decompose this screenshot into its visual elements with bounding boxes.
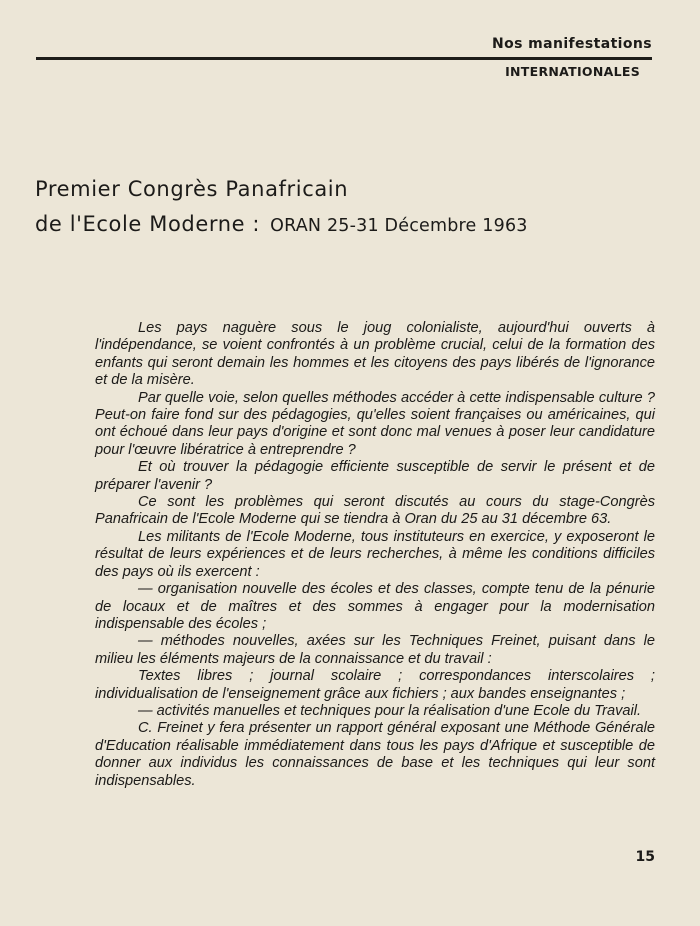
header-rule: [36, 57, 652, 60]
title-line-1: Premier Congrès Panafricain: [35, 177, 349, 201]
paragraph: — méthodes nouvelles, axées sur les Techniques Freinet, puisant dans le milieu les éléments majeurs de la connaissance et du travail :: [95, 633, 655, 667]
paragraph: Par quelle voie, selon quelles méthodes accéder à cette indispensable culture ? Peut-on faire fond sur des pédagogies, qu'elles soient françaises ou américaines, qui ont échoué dans leur pays d'origine et sont donc mal venues à poser leur candidature pour l'œuvre libératrice à entreprendre ?: [95, 389, 655, 458]
paragraph: — organisation nouvelle des écoles et des classes, compte tenu de la pénurie de locaux et de maîtres et des sommes à engager pour la modernisation indispensable des écoles ;: [95, 581, 655, 632]
article-title: [35, 172, 528, 244]
paragraph: Les pays naguère sous le joug colonialiste, aujourd'hui ouverts à l'indépendance, se voient confrontés à un problème crucial, celui de la formation des enfants qui seront demain les hommes et les citoyens des pays libérés de l'ignorance et de la misère.: [95, 320, 655, 389]
section-header: Nos manifestations: [491, 36, 652, 52]
article-body: [95, 320, 655, 790]
paragraph: Ce sont les problèmes qui seront discutés au cours du stage-Congrès Panafricain de l'Ecole Moderne qui se tiendra à Oran du 25 au 31 décembre 63.: [95, 494, 655, 528]
title-line-2: de l'Ecole Moderne :: [35, 212, 261, 236]
paragraph: Textes libres ; journal scolaire ; correspondances interscolaires ; individualisation de l'enseignement grâce aux fichiers ; aux bandes enseignantes ;: [95, 668, 655, 702]
paragraph: C. Freinet y fera présenter un rapport général exposant une Méthode Générale d'Education réalisable immédiatement dans tous les pays d'Afrique et susceptible de donner aux individus les connaissances de base et les techniques qui leur sont indispensables.: [95, 720, 655, 789]
section-subheader: INTERNATIONALES: [505, 64, 640, 79]
paragraph: Les militants de l'Ecole Moderne, tous instituteurs en exercice, y exposeront le résultat de leurs expériences et de leurs recherches, à même les conditions difficiles des pays où ils exercent :: [95, 528, 655, 580]
paragraph: Et où trouver la pédagogie efficiente susceptible de servir le présent et de préparer l'avenir ?: [95, 459, 655, 493]
paragraph: — activités manuelles et techniques pour la réalisation d'une Ecole du Travail.: [138, 702, 642, 719]
page-number: 15: [635, 849, 655, 865]
title-date-location: ORAN 25-31 Décembre 1963: [270, 216, 528, 236]
